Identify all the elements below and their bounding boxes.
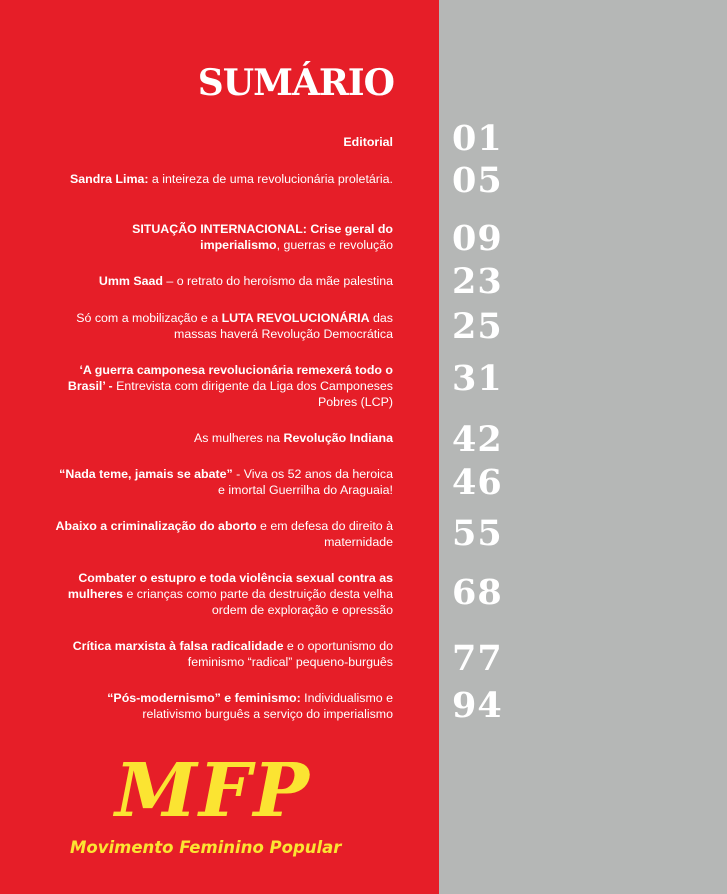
toc-page-number: 68 xyxy=(452,572,503,613)
toc-page-number: 77 xyxy=(452,638,503,679)
toc-entry[interactable]: Abaixo a criminalização do aborto e em defesa do direito à maternidade xyxy=(55,519,393,549)
toc-entry[interactable]: “Nada teme, jamais se abate” - Viva os 52 anos da heroica e imortal Guerrilha do Araguaia! xyxy=(59,467,393,497)
toc-page-number: 23 xyxy=(452,261,503,302)
toc-page-number: 31 xyxy=(452,358,503,399)
toc-entry[interactable]: Crítica marxista à falsa radicalidade e o oportunismo do feminismo “radical” pequeno-burguês xyxy=(72,639,393,669)
page-title: SUMÁRIO xyxy=(197,62,394,104)
toc-page-number: 25 xyxy=(452,306,503,347)
toc-entry[interactable]: Umm Saad – o retrato do heroísmo da mãe palestina xyxy=(98,274,393,288)
toc-entry[interactable]: As mulheres na Revolução Indiana xyxy=(193,431,393,445)
toc-page-number: 46 xyxy=(452,462,503,503)
toc-entry[interactable]: “Pós-modernismo” e feminismo: Individualismo e relativismo burguês a serviço do imperialismo xyxy=(107,691,393,721)
mfp-logo: MFP xyxy=(114,748,312,834)
toc-page-number: 09 xyxy=(452,218,503,259)
toc-page-number: 42 xyxy=(452,419,503,460)
toc-entry[interactable]: SITUAÇÃO INTERNACIONAL: Crise geral do imperialismo, guerras e revolução xyxy=(132,222,393,252)
toc-entry[interactable]: ‘A guerra camponesa revolucionária remexerá todo o Brasil’ - Entrevista com dirigente da Liga dos Camponeses Pobres (LCP) xyxy=(67,363,393,409)
logo-subtitle: Movimento Feminino Popular xyxy=(70,838,342,857)
toc-page-number: 05 xyxy=(452,160,503,201)
toc-page-number: 01 xyxy=(452,118,503,159)
toc-entry[interactable]: Combater o estupro e toda violência sexual contra as mulheres e crianças como parte da destruição desta velha ordem de exploração e opressão xyxy=(67,571,393,617)
toc-entry[interactable]: Sandra Lima: a inteireza de uma revolucionária proletária. xyxy=(69,172,393,186)
toc-entry[interactable]: Editorial xyxy=(343,135,393,149)
toc-entry[interactable]: Só com a mobilização e a LUTA REVOLUCIONÁRIA das massas haverá Revolução Democrática xyxy=(76,311,393,341)
toc-page-number: 55 xyxy=(452,513,503,554)
toc-page-number: 94 xyxy=(452,685,503,726)
